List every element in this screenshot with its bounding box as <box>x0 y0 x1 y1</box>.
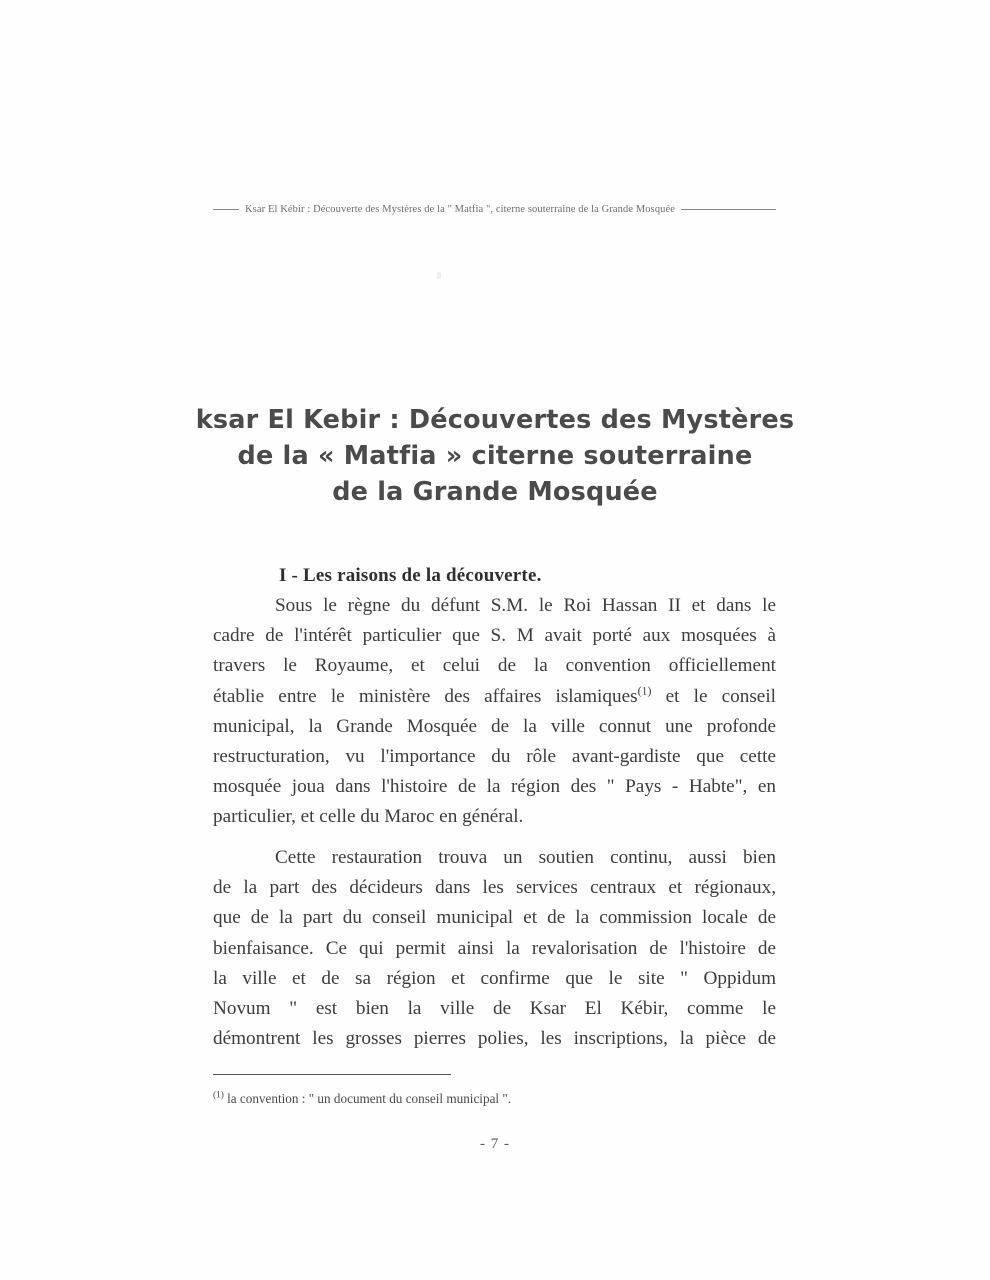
title-line-3: de la Grande Mosquée <box>332 477 658 508</box>
paragraph-1-line-4 <box>213 682 776 712</box>
paragraph-1-line-3: travers le Royaume, et celui de la convention officiellement <box>213 655 776 677</box>
paragraph-2-line-3: que de la part du conseil municipal et de la commission locale de <box>213 907 776 929</box>
header-rule-right <box>681 209 776 210</box>
running-header-text: Ksar El Kébir : Découverte des Mystères de la " Matfia ", citerne souterraine de la Grande Mosquée <box>245 204 676 215</box>
footnote-text: la convention : " un document du conseil municipal ". <box>223 1091 512 1106</box>
paragraph-1-line-2: cadre de l'intérêt particulier que S. M avait porté aux mosquées à <box>213 625 776 647</box>
paragraph-1-line-8: particulier, et celle du Maroc en général. <box>213 806 524 828</box>
paragraph-1-line-7: mosquée joua dans l'histoire de la région des " Pays - Habte", en <box>213 776 776 798</box>
paragraph-2-line-6: Novum " est bien la ville de Ksar El Kébir, comme le <box>213 998 776 1020</box>
paragraph-2-line-4: bienfaisance. Ce qui permit ainsi la revalorisation de l'histoire de <box>213 937 776 959</box>
page-title <box>160 402 830 510</box>
scan-artifact <box>437 272 441 279</box>
title-line-2: de la « Matfia » citerne souterraine <box>237 441 753 472</box>
footnote-separator <box>213 1074 451 1075</box>
header-rule-left <box>213 209 239 210</box>
section-heading: I - Les raisons de la découverte. <box>279 564 542 586</box>
title-line-1: ksar El Kebir : Découvertes des Mystères <box>195 405 795 436</box>
paragraph-1-line-4-text-b: et le conseil <box>651 685 776 707</box>
page-number: - 7 - <box>480 1136 510 1152</box>
running-header <box>213 204 776 215</box>
footnote-marker: (1) <box>213 1089 224 1100</box>
paragraph-2-line-5: la ville et de sa région et confirme que le site " Oppidum <box>213 967 776 989</box>
footnote-reference-1: (1) <box>637 683 652 698</box>
paragraph-2-line-1: Cette restauration trouva un soutien continu, aussi bien <box>275 847 776 868</box>
body-paragraph-2 <box>213 843 776 1054</box>
paragraph-1-line-1: Sous le règne du défunt S.M. le Roi Hassan II et dans le <box>275 595 776 616</box>
paragraph-1-line-4-text-a: établie entre le ministère des affaires islamiques <box>213 685 638 707</box>
body-paragraph-1 <box>213 591 776 833</box>
footnote-1 <box>213 1090 776 1108</box>
paragraph-2-line-7: démontrent les grosses pierres polies, les inscriptions, la pièce de <box>213 1028 776 1050</box>
paragraph-1-line-5: municipal, la Grande Mosquée de la ville connut une profonde <box>213 715 776 737</box>
paragraph-1-line-6: restructuration, vu l'importance du rôle avant-gardiste que cette <box>213 746 776 768</box>
paragraph-2-line-2: de la part des décideurs dans les services centraux et régionaux, <box>213 877 776 899</box>
